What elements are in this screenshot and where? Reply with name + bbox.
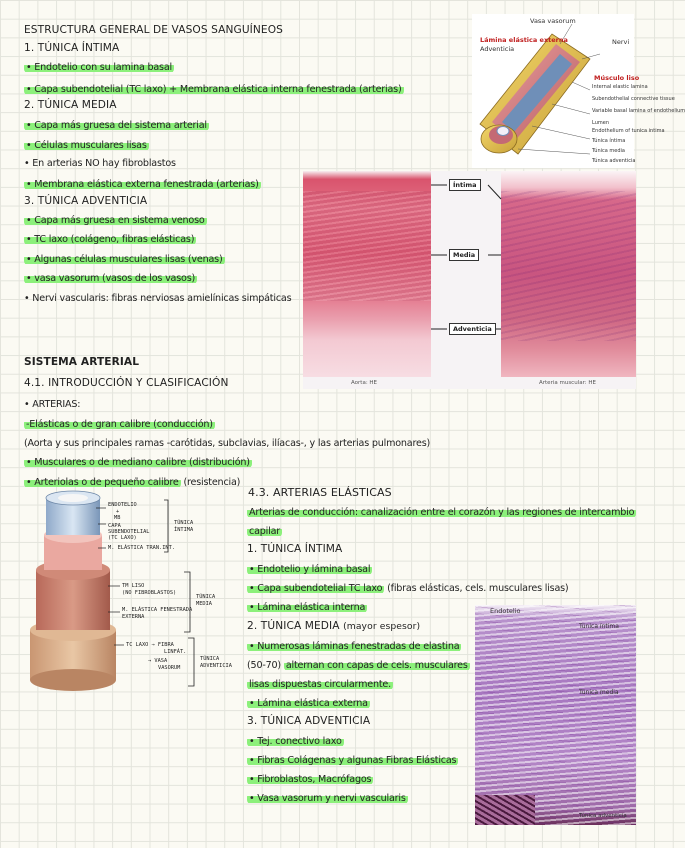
note: M. ELÁSTICA TRAN.INT.: [108, 545, 175, 551]
caption-aorta: Aorta: HE: [351, 380, 378, 386]
diagram-label: Vasa vasorum: [530, 17, 576, 25]
note: (NO FIBROBLASTOS): [122, 590, 177, 596]
note: MB: [114, 515, 121, 521]
list-item: • Fibras Colágenas y algunas Fibras Elásticas: [249, 755, 457, 766]
vessel-layers-drawing: [24, 490, 246, 698]
group-label: TÚNICA: [196, 594, 216, 600]
adventitia-inset: [475, 795, 535, 825]
note: TM LISO: [122, 583, 145, 589]
list-item: • Lámina elástica externa: [249, 698, 368, 709]
group-label: ÍNTIMA: [174, 527, 194, 533]
note: +: [116, 509, 120, 515]
list-item: • TC laxo (colágeno, fibras elásticas): [26, 234, 195, 245]
list-item: (Aorta y sus principales ramas -carótidas, subclavias, ilíacas-, y las arterias pulmonares): [24, 438, 431, 449]
note: EXTERNA: [122, 614, 145, 620]
list-item: lisas dispuestas circularmente.: [249, 679, 391, 690]
list-item: • Nervi vascularis: fibras nerviosas amielínicas simpáticas: [24, 293, 292, 304]
heading-tunica-adventicia-43: 3. TÚNICA ADVENTICIA: [247, 715, 371, 727]
group-label: ADVENTICIA: [200, 663, 232, 669]
list-item: • Endotelio y lámina basal: [249, 564, 371, 575]
note: TC LAXO → FIBRA: [126, 642, 174, 648]
heading-tunica-intima-43: 1. TÚNICA ÍNTIMA: [247, 543, 343, 555]
label-intima: Íntima: [449, 179, 481, 191]
list-item: (50-70) alternan con capas de cels. musculares: [247, 660, 468, 671]
diagram-label: Endothelium of tunica intima: [592, 128, 665, 134]
micro-label-intima: Túnica íntima: [579, 623, 619, 630]
vessel-wall-diagram: [472, 14, 685, 168]
diagram-label: Túnica media: [592, 148, 625, 154]
micro-label-endotelio: Endotelio: [490, 607, 521, 615]
diagram-label: Lámina elástica externa: [480, 36, 568, 44]
heading-introduccion: 4.1. INTRODUCCIÓN Y CLASIFICACIÓN: [24, 377, 229, 389]
note: M. ELÁSTICA FENESTRADA: [122, 607, 193, 613]
list-item: -Elásticas o de gran calibre (conducción): [26, 419, 213, 430]
list-item: • Capa más gruesa del sistema arterial: [26, 120, 207, 131]
paragraph-line: Arterias de conducción: canalización entre el corazón y las regiones de intercambio: [249, 507, 635, 518]
paragraph-line: capilar: [249, 526, 280, 537]
list-item: • Algunas células musculares lisas (venas): [26, 254, 223, 265]
list-item: • Células musculares lisas: [26, 140, 147, 151]
note: CAPA: [108, 523, 121, 529]
list-item: • Capa subendotelial TC laxo (fibras elásticas, cels. musculares lisas): [249, 583, 569, 594]
micro-label-adventicia: Túnica adventicia: [579, 813, 627, 819]
note: VASORUM: [158, 665, 181, 671]
list-item: • vasa vasorum (vasos de los vasos): [26, 273, 196, 284]
list-item: • Capa subendotelial (TC laxo) + Membrana elástica interna fenestrada (arterias): [26, 84, 402, 95]
group-label: TÚNICA: [174, 520, 194, 526]
group-label: MEDIA: [196, 601, 212, 607]
micro-label-media: Túnica media: [579, 689, 619, 696]
list-item: • Vasa vasorum y nervi vascularis: [249, 793, 406, 804]
list-item: • ARTERIAS:: [24, 399, 81, 410]
label-adventicia: Adventicia: [449, 323, 496, 335]
list-item: • Fibroblastos, Macrófagos: [249, 774, 372, 785]
list-item: • Musculares o de mediano calibre (distribución): [26, 457, 250, 468]
note: ENDOTELIO: [108, 502, 137, 508]
diagram-label: Nervi: [612, 38, 630, 46]
page-title: ESTRUCTURA GENERAL DE VASOS SANGUÍNEOS: [24, 24, 283, 36]
list-item: • En arterias NO hay fibroblastos: [24, 158, 176, 169]
heading-tunica-intima: 1. TÚNICA ÍNTIMA: [24, 42, 120, 54]
list-item: • Arteriolas o de pequeño calibre (resistencia): [26, 477, 241, 488]
list-item: • Numerosas láminas fenestradas de elastina: [249, 641, 460, 652]
diagram-label: Lumen: [592, 120, 609, 126]
label-media: Media: [449, 249, 479, 261]
list-item: • Membrana elástica externa fenestrada (arterias): [26, 179, 259, 190]
micrograph-elastic-artery: [475, 605, 636, 825]
list-item: • Endotelio con su lamina basal: [26, 62, 173, 73]
note: → VASA: [148, 658, 168, 664]
caption-muscular-artery: Arteria muscular: HE: [539, 380, 596, 386]
list-item: • Lámina elástica interna: [249, 602, 366, 613]
diagram-label: Músculo liso: [594, 74, 640, 82]
heading-tunica-media-43: 2. TÚNICA MEDIA (mayor espesor): [247, 620, 421, 632]
list-item: • Capa más gruesa en sistema venoso: [26, 215, 205, 226]
section-title-sistema-arterial: SISTEMA ARTERIAL: [24, 356, 140, 368]
diagram-label: Adventicia: [480, 45, 515, 53]
note: (TC LAXO): [108, 535, 137, 541]
list-item: • Tej. conectivo laxo: [249, 736, 342, 747]
note: LINFÁT.: [164, 649, 187, 655]
heading-arterias-elasticas: 4.3. ARTERIAS ELÁSTICAS: [248, 486, 392, 499]
diagram-label: Subendothelial connective tissue: [592, 96, 675, 102]
heading-tunica-adventicia: 3. TÚNICA ADVENTICIA: [24, 195, 148, 207]
micrograph-aorta-vs-muscular-artery: [303, 171, 636, 389]
diagram-label: Variable basal lamina of endothelium: [592, 108, 685, 114]
note: SUBENDOTELIAL: [108, 529, 150, 535]
diagram-label: Túnica íntima: [592, 138, 626, 144]
group-label: TÚNICA: [200, 656, 220, 662]
diagram-label: Internal elastic lamina: [592, 84, 648, 90]
diagram-label: Túnica adventicia: [592, 158, 636, 164]
heading-tunica-media: 2. TÚNICA MEDIA: [24, 99, 117, 111]
